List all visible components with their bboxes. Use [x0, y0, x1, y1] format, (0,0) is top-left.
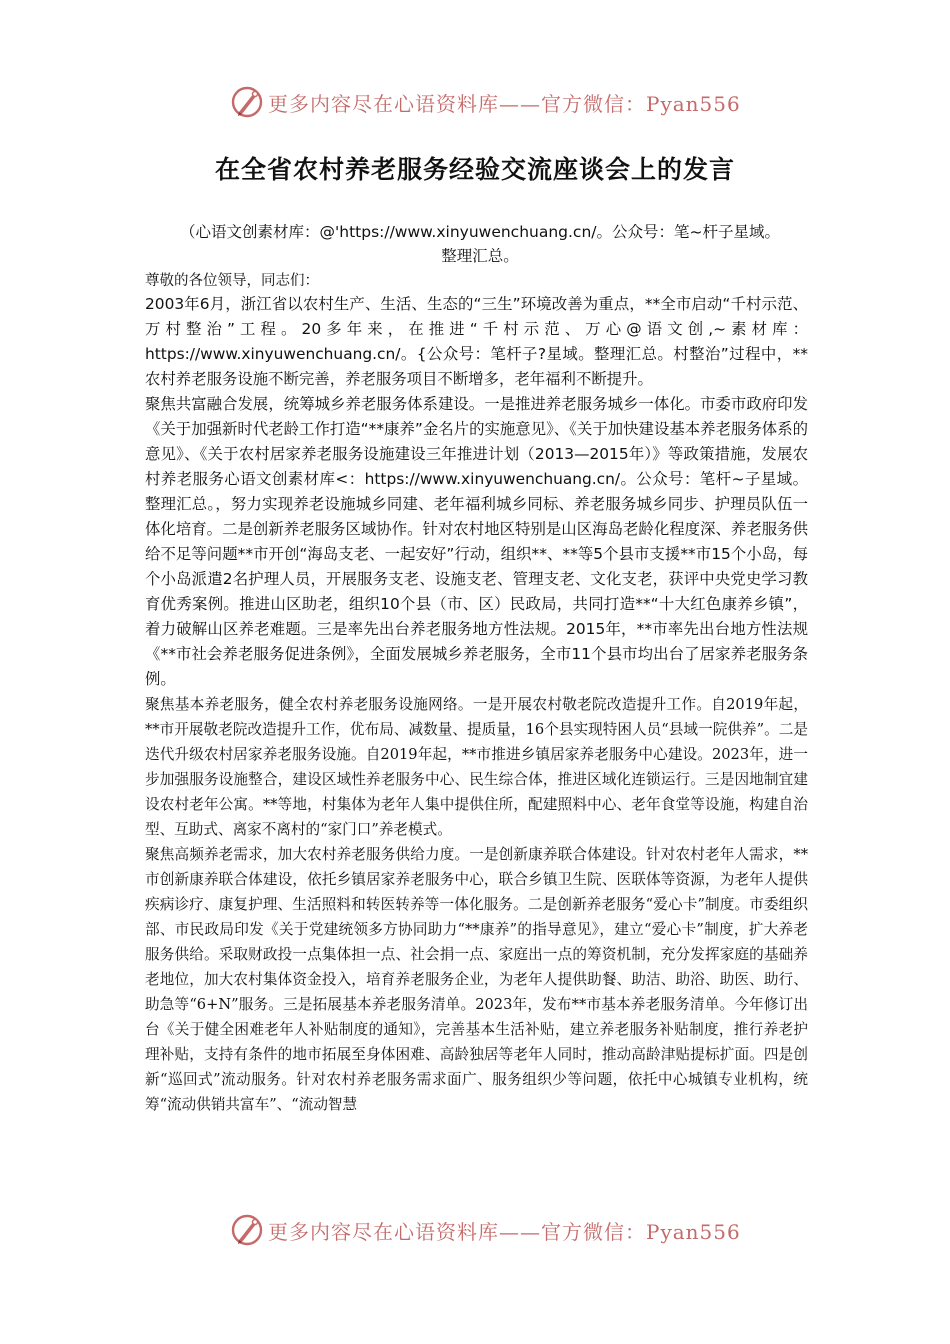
pen-icon — [230, 1213, 264, 1247]
paragraph: 聚焦基本养老服务，健全农村养老服务设施网络。一是开展农村敬老院改造提升工作。自2019年起，**市开展敬老院改造提升工作，优布局、减数量、提质量，16个县实现特困人员“县域一院供养”。二是迭代升级农村居家养老服务设施。自2019年起，**市推进乡镇居家养老服务中心建设。2023年，进一步加强服务设施整合，建设区域性养老服务中心、民生综合体，推进区域化连锁运行。三是因地制宜建设农村老年公寓。**等地，村集体为老年人集中提供住所，配建照料中心、老年食堂等设施，构建自治型、互助式、离家不离村的“家门口”养老模式。 — [145, 696, 808, 838]
greeting: 尊敬的各位领导，同志们： — [145, 273, 319, 289]
watermark-text: 更多内容尽在心语资料库——官方微信：Pyan556 — [268, 1219, 741, 1244]
page-title: 在全省农村养老服务经验交流座谈会上的发言 — [214, 155, 735, 184]
watermark-text: 更多内容尽在心语资料库——官方微信：Pyan556 — [268, 91, 741, 116]
source-note-line: （心语文创素材库：@'https://www.xinyuwenchuang.cn/。公众号：笔~杆子星域。 — [179, 223, 780, 241]
paragraph: 2003年6月，浙江省以农村生产、生活、生态的“三生”环境改善为重点，**全市启动“千村示范、万村整治”工程。20多年来，在推进“千村示范、万心@语文创,~素材库：https://www.xinyuwenchuang.cn/。{公众号：笔杆子?星域。整理汇总。村整治”过程中，**农村养老服务设施不断完善，养老服务项目不断增多，老年福利不断提升。 — [145, 295, 808, 388]
paragraph: 聚焦高频养老需求，加大农村养老服务供给力度。一是创新康养联合体建设。针对农村老年人需求，**市创新康养联合体建设，依托乡镇居家养老服务中心，联合乡镇卫生院、医联体等资源，为老年人提供疾病诊疗、康复护理、生活照料和转医转养等一体化服务。二是创新养老服务“爱心卡”制度。市委组织部、市民政局印发《关于党建统领多方协同助力“**康养”的指导意见》，建立“爱心卡”制度，扩大养老服务供给。采取财政投一点集体担一点、社会捐一点、家庭出一点的筹资机制，充分发挥家庭的基础养老地位，加大农村集体资金投入，培育养老服务企业，为老年人提供助餐、助洁、助浴、助医、助行、助急等“6+N”服务。三是拓展基本养老服务清单。2023年，发布**市基本养老服务清单。今年修订出台《关于健全困难老年人补贴制度的通知》，完善基本生活补贴，建立养老服务补贴制度，推行养老护理补贴，支持有条件的地市拓展至身体困难、高龄独居等老年人同时，推动高龄津贴提标扩面。四是创新“巡回式”流动服务。针对农村养老服务需求面广、服务组织少等问题，依托中心城镇专业机构，统筹“流动供销共富车”、“流动智慧 — [145, 846, 808, 1113]
document-body — [145, 270, 808, 1117]
paragraph: 聚焦共富融合发展，统筹城乡养老服务体系建设。一是推进养老服务城乡一体化。市委市政府印发《关于加强新时代老龄工作打造“**康养”金名片的实施意见》、《关于加快建设基本养老服务体系的意见》、《关于农村居家养老服务设施建设三年推进计划（2013—2015年）》等政策措施，发展农村养老服务心语文创素材库<：https://www.xinyuwenchuang.cn/。公众号：笔杆~子星域。整理汇总。，努力实现养老设施城乡同建、老年福利城乡同标、养老服务城乡同步、护理员队伍一体化培育。二是创新养老服务区域协作。针对农村地区特别是山区海岛老龄化程度深、养老服务供给不足等问题**市开创“海岛支老、一起安好”行动，组织**、**等5个县市支援**市15个小岛，每个小岛派遣2名护理人员，开展服务支老、设施支老、管理支老、文化支老，获评中央党史学习教育优秀案例。推进山区助老，组织10个县（市、区）民政局，共同打造**“十大红色康养乡镇”，着力破解山区养老难题。三是率先出台养老服务地方性法规。2015年，**市率先出台地方性法规《**市社会养老服务促进条例》，全面发展城乡养老服务，全市11个县市均出台了居家养老服务条例。 — [145, 395, 808, 688]
source-note — [140, 220, 820, 268]
footer-watermark — [230, 1212, 741, 1248]
header-watermark — [230, 84, 741, 120]
pen-icon — [230, 85, 264, 119]
source-note-line: 整理汇总。 — [441, 247, 519, 265]
